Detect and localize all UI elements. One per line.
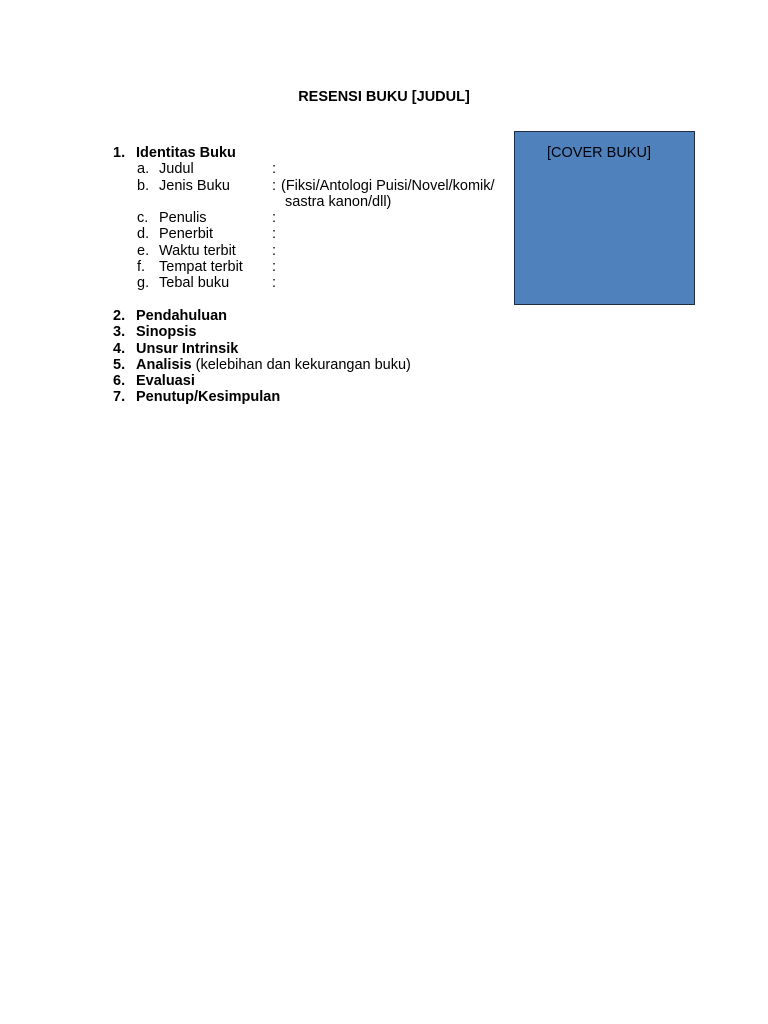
section-label: Penutup/Kesimpulan <box>136 389 281 406</box>
sub-item-colon: : <box>272 161 277 178</box>
sub-item-colon: : <box>272 210 277 227</box>
sub-item-label: Tebal buku <box>159 275 230 292</box>
sub-item-penulis <box>113 210 513 226</box>
sub-item-letter: a. <box>137 161 150 178</box>
page-title: RESENSI BUKU [JUDUL] <box>298 89 470 105</box>
sub-item-label: Penerbit <box>159 226 214 243</box>
section-label-wrap <box>136 308 227 324</box>
sub-item-label: Waktu terbit <box>159 242 236 259</box>
sub-item-letter: f. <box>137 259 146 276</box>
sub-item-penerbit <box>113 226 513 242</box>
section-number: 2. <box>113 307 126 324</box>
section-penutup <box>113 389 513 405</box>
section-note: (kelebihan dan kekurangan buku) <box>191 356 411 373</box>
section-label-wrap <box>136 389 280 405</box>
section-identitas-buku <box>113 145 513 161</box>
sub-item-letter: g. <box>137 275 150 292</box>
sub-item-colon: : <box>272 275 277 292</box>
sub-item-waktu-terbit <box>113 243 513 259</box>
sub-item-label: Penulis <box>159 210 207 227</box>
sub-item-judul <box>113 161 513 177</box>
section-number: 6. <box>113 373 126 390</box>
sub-item-value-line2: sastra kanon/dll) <box>285 193 392 210</box>
sub-item-label: Tempat terbit <box>159 259 243 276</box>
sub-item-tempat-terbit <box>113 259 513 275</box>
section-label: Unsur Intrinsik <box>136 340 239 357</box>
sub-item-colon: : <box>272 259 277 276</box>
sub-item-colon: : <box>272 226 277 243</box>
sub-item-colon: : <box>272 177 277 194</box>
section-analisis <box>113 357 513 373</box>
section-sinopsis <box>113 324 513 340</box>
section-label-wrap <box>136 357 411 373</box>
section-pendahuluan <box>113 308 513 324</box>
sub-item-letter: e. <box>137 242 150 259</box>
sub-item-label: Jenis Buku <box>159 177 230 194</box>
section-label-wrap <box>136 373 195 389</box>
cover-label: [COVER BUKU] <box>547 145 651 161</box>
outline-list <box>113 145 513 406</box>
section-label-wrap <box>136 341 238 357</box>
section-label: Evaluasi <box>136 373 195 390</box>
sub-item-jenis-buku-continued <box>113 194 513 210</box>
section-evaluasi <box>113 373 513 389</box>
sub-item-letter: b. <box>137 177 150 194</box>
section-label: Analisis <box>136 356 192 373</box>
section-label-wrap <box>136 324 196 340</box>
section-label: Identitas Buku <box>136 145 236 161</box>
section-number: 7. <box>113 389 126 406</box>
section-spacer <box>113 292 513 308</box>
section-label: Sinopsis <box>136 324 197 341</box>
sub-item-tebal-buku <box>113 275 513 291</box>
sub-item-value: (Fiksi/Antologi Puisi/Novel/komik/ <box>281 177 495 194</box>
cover-placeholder-box <box>514 131 695 305</box>
section-number: 3. <box>113 324 126 341</box>
sub-item-letter: c. <box>137 210 149 227</box>
section-number: 4. <box>113 340 126 357</box>
section-number: 5. <box>113 356 126 373</box>
section-unsur-intrinsik <box>113 341 513 357</box>
sub-item-letter: d. <box>137 226 150 243</box>
section-label: Pendahuluan <box>136 307 228 324</box>
section-number: 1. <box>113 145 126 161</box>
sub-item-jenis-buku <box>113 178 513 194</box>
sub-item-colon: : <box>272 242 277 259</box>
sub-item-label: Judul <box>159 161 194 178</box>
